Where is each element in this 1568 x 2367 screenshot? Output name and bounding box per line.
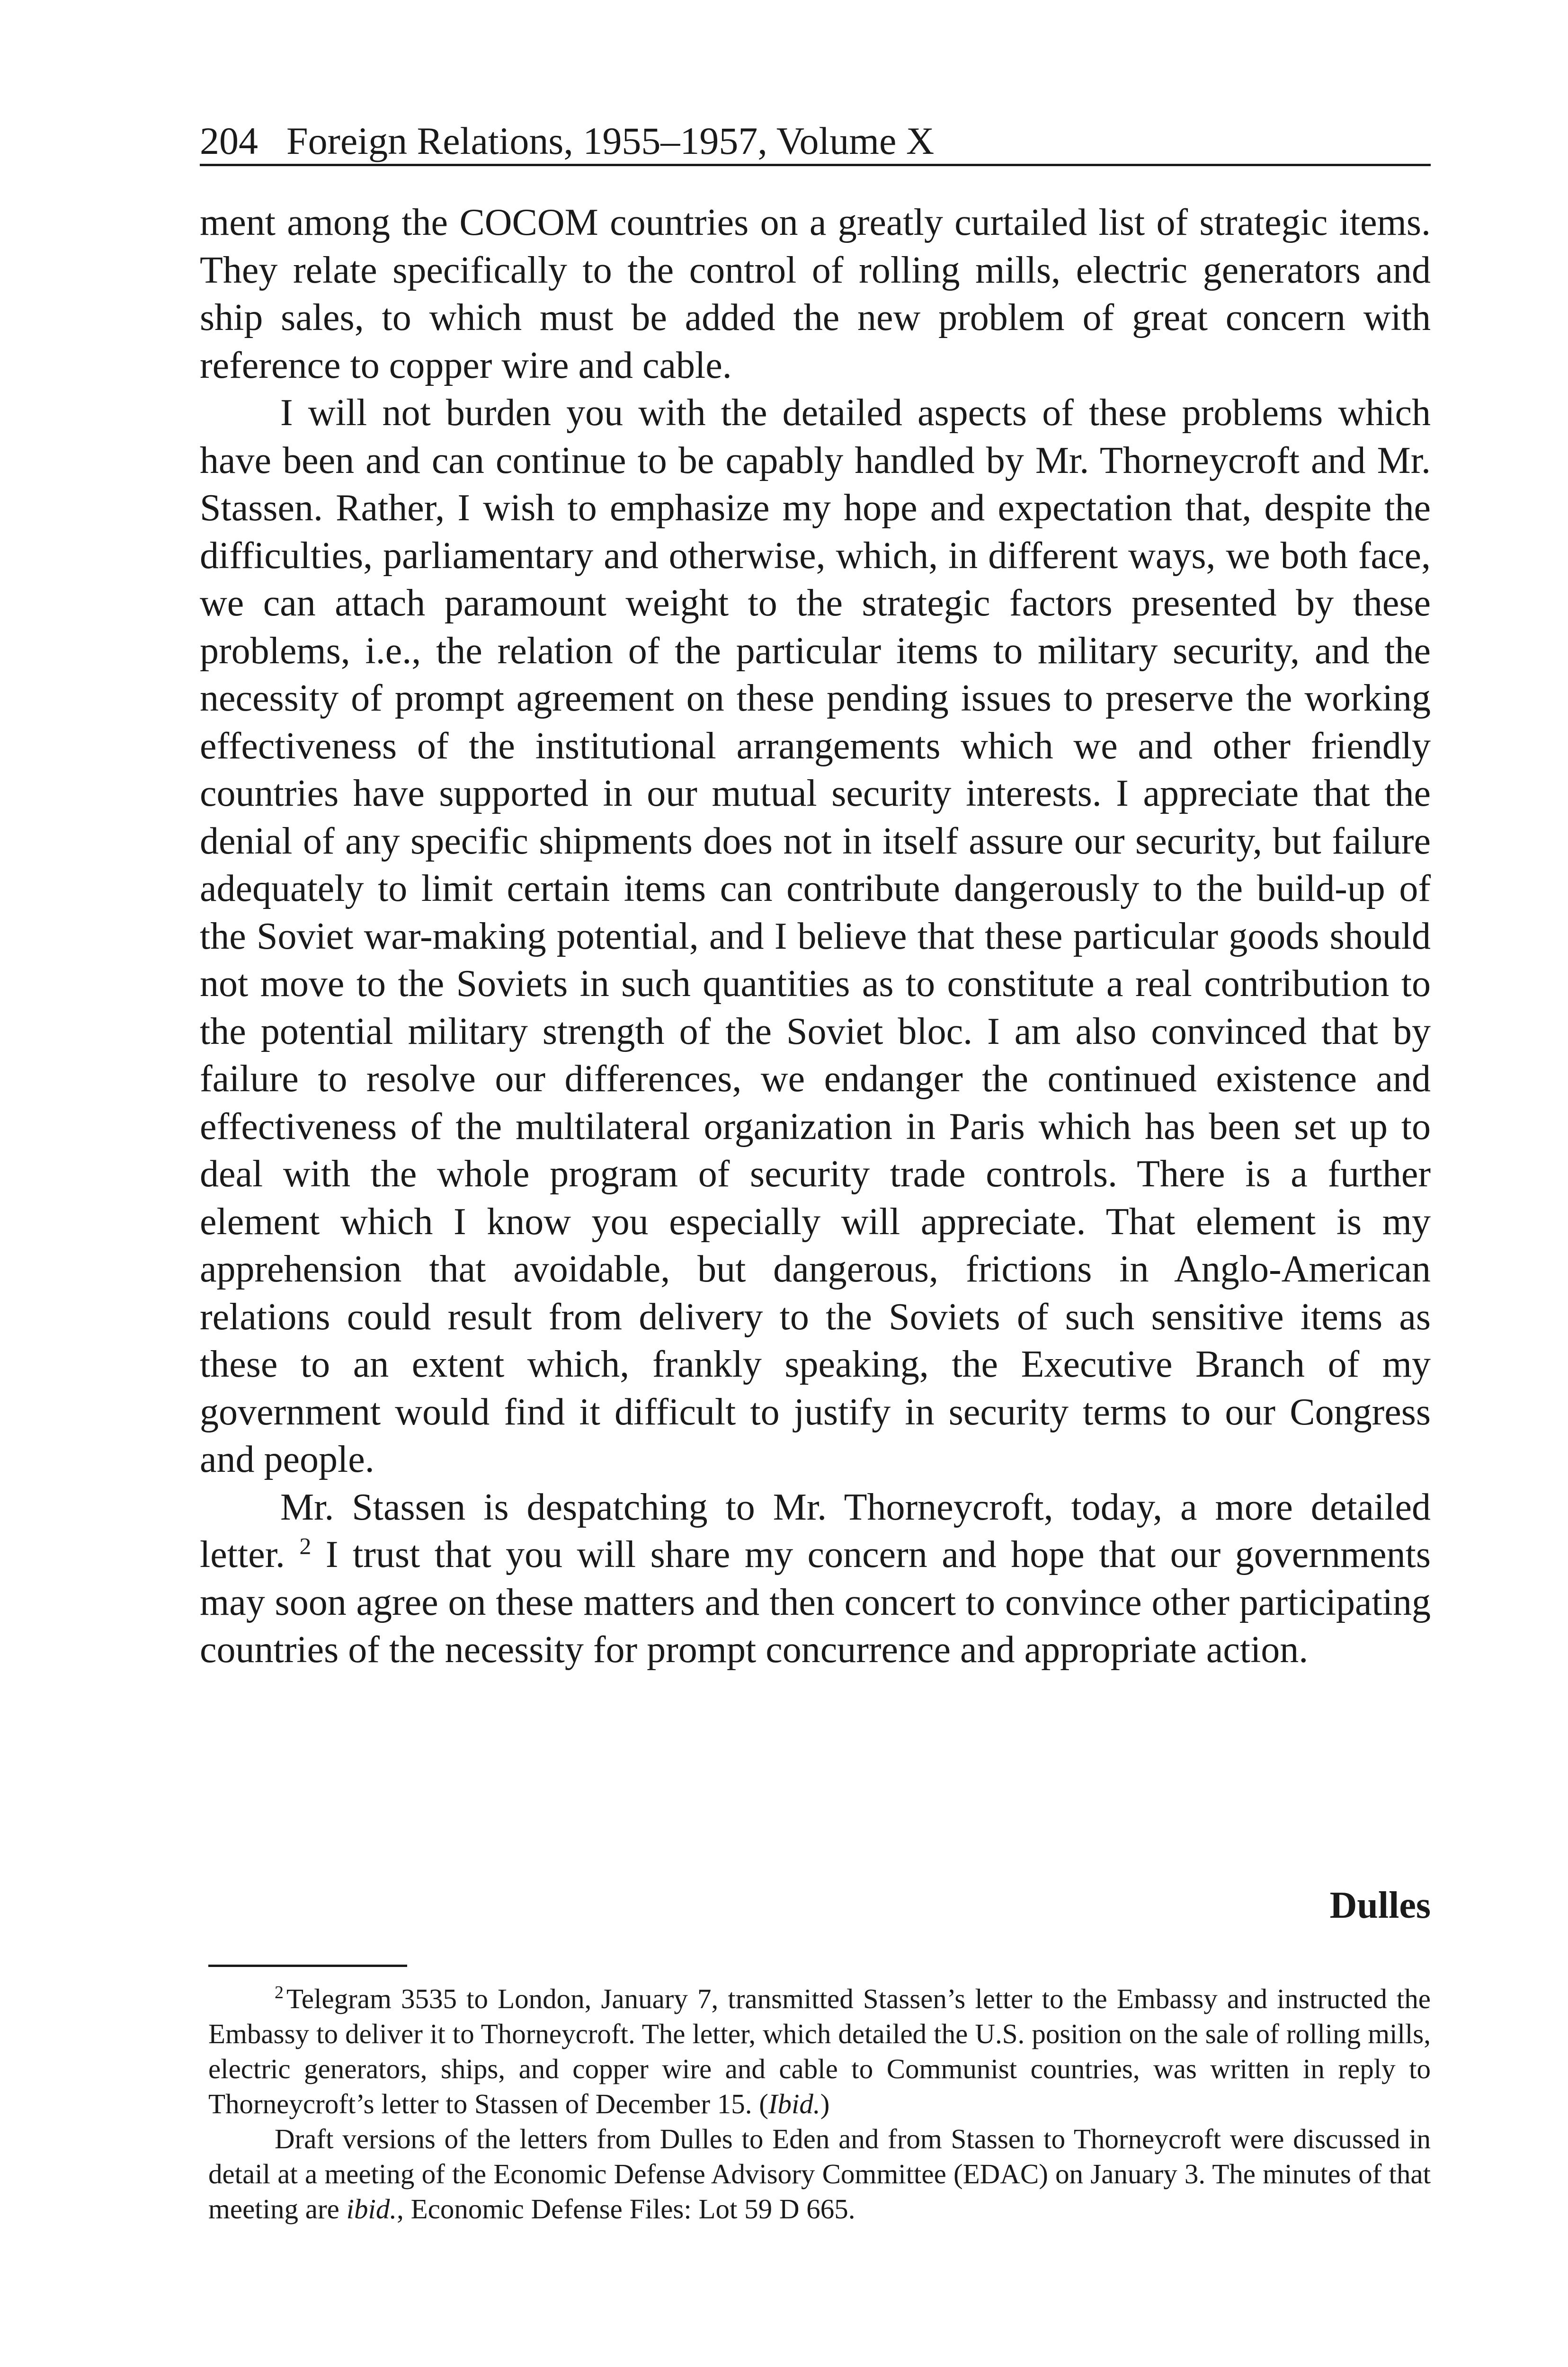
footnote-2-text-a: Telegram 3535 to London, January 7, transmitted Stassen’s letter to the Embassy and instructed the Embassy to deliver it to Thorneycroft. The letter, which detailed the U.S. position on the sale of rolling mills, electric generators, ships, and copper wire and cable to Communist countries, was written in reply to Thorneycroft’s letter to Stassen of December 15. ( bbox=[208, 1983, 1431, 2119]
running-header bbox=[200, 118, 1431, 166]
footnote-2b-ibid: ibid. bbox=[346, 2193, 397, 2225]
signature: Dulles bbox=[1329, 1885, 1431, 1926]
footnote-2b-text-b: , Economic Defense Files: Lot 59 D 665. bbox=[397, 2193, 855, 2225]
body-paragraph-3-text-b: I trust that you will share my concern and hope that our governments may soon agree on these matters and then concert to convince other participating countries of the necessity for prompt concurrence and appropriate action. bbox=[200, 1534, 1431, 1671]
running-title: Foreign Relations, 1955–1957, Volume X bbox=[286, 119, 935, 162]
footnote-divider bbox=[208, 1965, 407, 1967]
footnote-2b-text-a: Draft versions of the letters from Dulles to Eden and from Stassen to Thorneycroft were discussed in detail at a meeting of the Economic Defense Advisory Committee (EDAC) on January 3. The minutes of that meeting are bbox=[208, 2123, 1431, 2225]
footnote-2 bbox=[208, 1981, 1431, 2121]
body-paragraph-1: ment among the COCOM countries on a greatly curtailed list of strategic items. They relate specifically to the control of rolling mills, electric generators and ship sales, to which must be added the new problem of great concern with reference to copper wire and cable. bbox=[200, 202, 1431, 386]
footnotes bbox=[208, 1981, 1431, 2226]
footnote-2-text-b: ) bbox=[820, 2088, 830, 2119]
page-number: 204 bbox=[200, 119, 258, 162]
footnote-2-ibid: Ibid. bbox=[768, 2088, 820, 2119]
footnote-reference-2[interactable]: 2 bbox=[299, 1532, 312, 1559]
body-paragraph-2: I will not burden you with the detailed aspects of these problems which have been and can continue to be capably handled by Mr. Thorneycroft and Mr. Stassen. Rather, I wish to emphasize my hope and expectation that, despite the difficulties, parliamentary and otherwise, which, in different ways, we both face, we can attach paramount weight to the strategic factors presented by these problems, i.e., the relation of the particular items to military security, and the necessity of prompt agreement on these pending issues to preserve the working effectiveness of the institutional arrangements which we and other friendly countries have supported in our mutual security interests. I appreciate that the denial of any specific shipments does not in itself assure our security, but failure adequately to limit certain items can contribute dangerously to the build-up of the Soviet war-making potential, and I believe that these particular goods should not move to the Soviets in such quantities as to constitute a real contribution to the potential military strength of the Soviet bloc. I am also convinced that by failure to resolve our differences, we endanger the continued existence and effectiveness of the multilateral organization in Paris which has been set up to deal with the whole program of security trade controls. There is a further element which I know you especially will appreciate. That element is my apprehension that avoidable, but dangerous, frictions in Anglo-American relations could result from delivery to the Soviets of such sensitive items as these to an extent which, frankly speaking, the Executive Branch of my government would find it difficult to justify in security terms to our Congress and people. bbox=[200, 392, 1431, 1480]
body-paragraph-3 bbox=[200, 1484, 1431, 1674]
footnote-2-continuation bbox=[208, 2121, 1431, 2226]
footnote-2-mark: 2 bbox=[275, 1983, 284, 2003]
body-paragraph-3-text-a: Mr. Stassen is despatching to Mr. Thorneycroft, today, a more detailed letter. bbox=[200, 1486, 1431, 1575]
letter-body bbox=[200, 199, 1431, 1674]
